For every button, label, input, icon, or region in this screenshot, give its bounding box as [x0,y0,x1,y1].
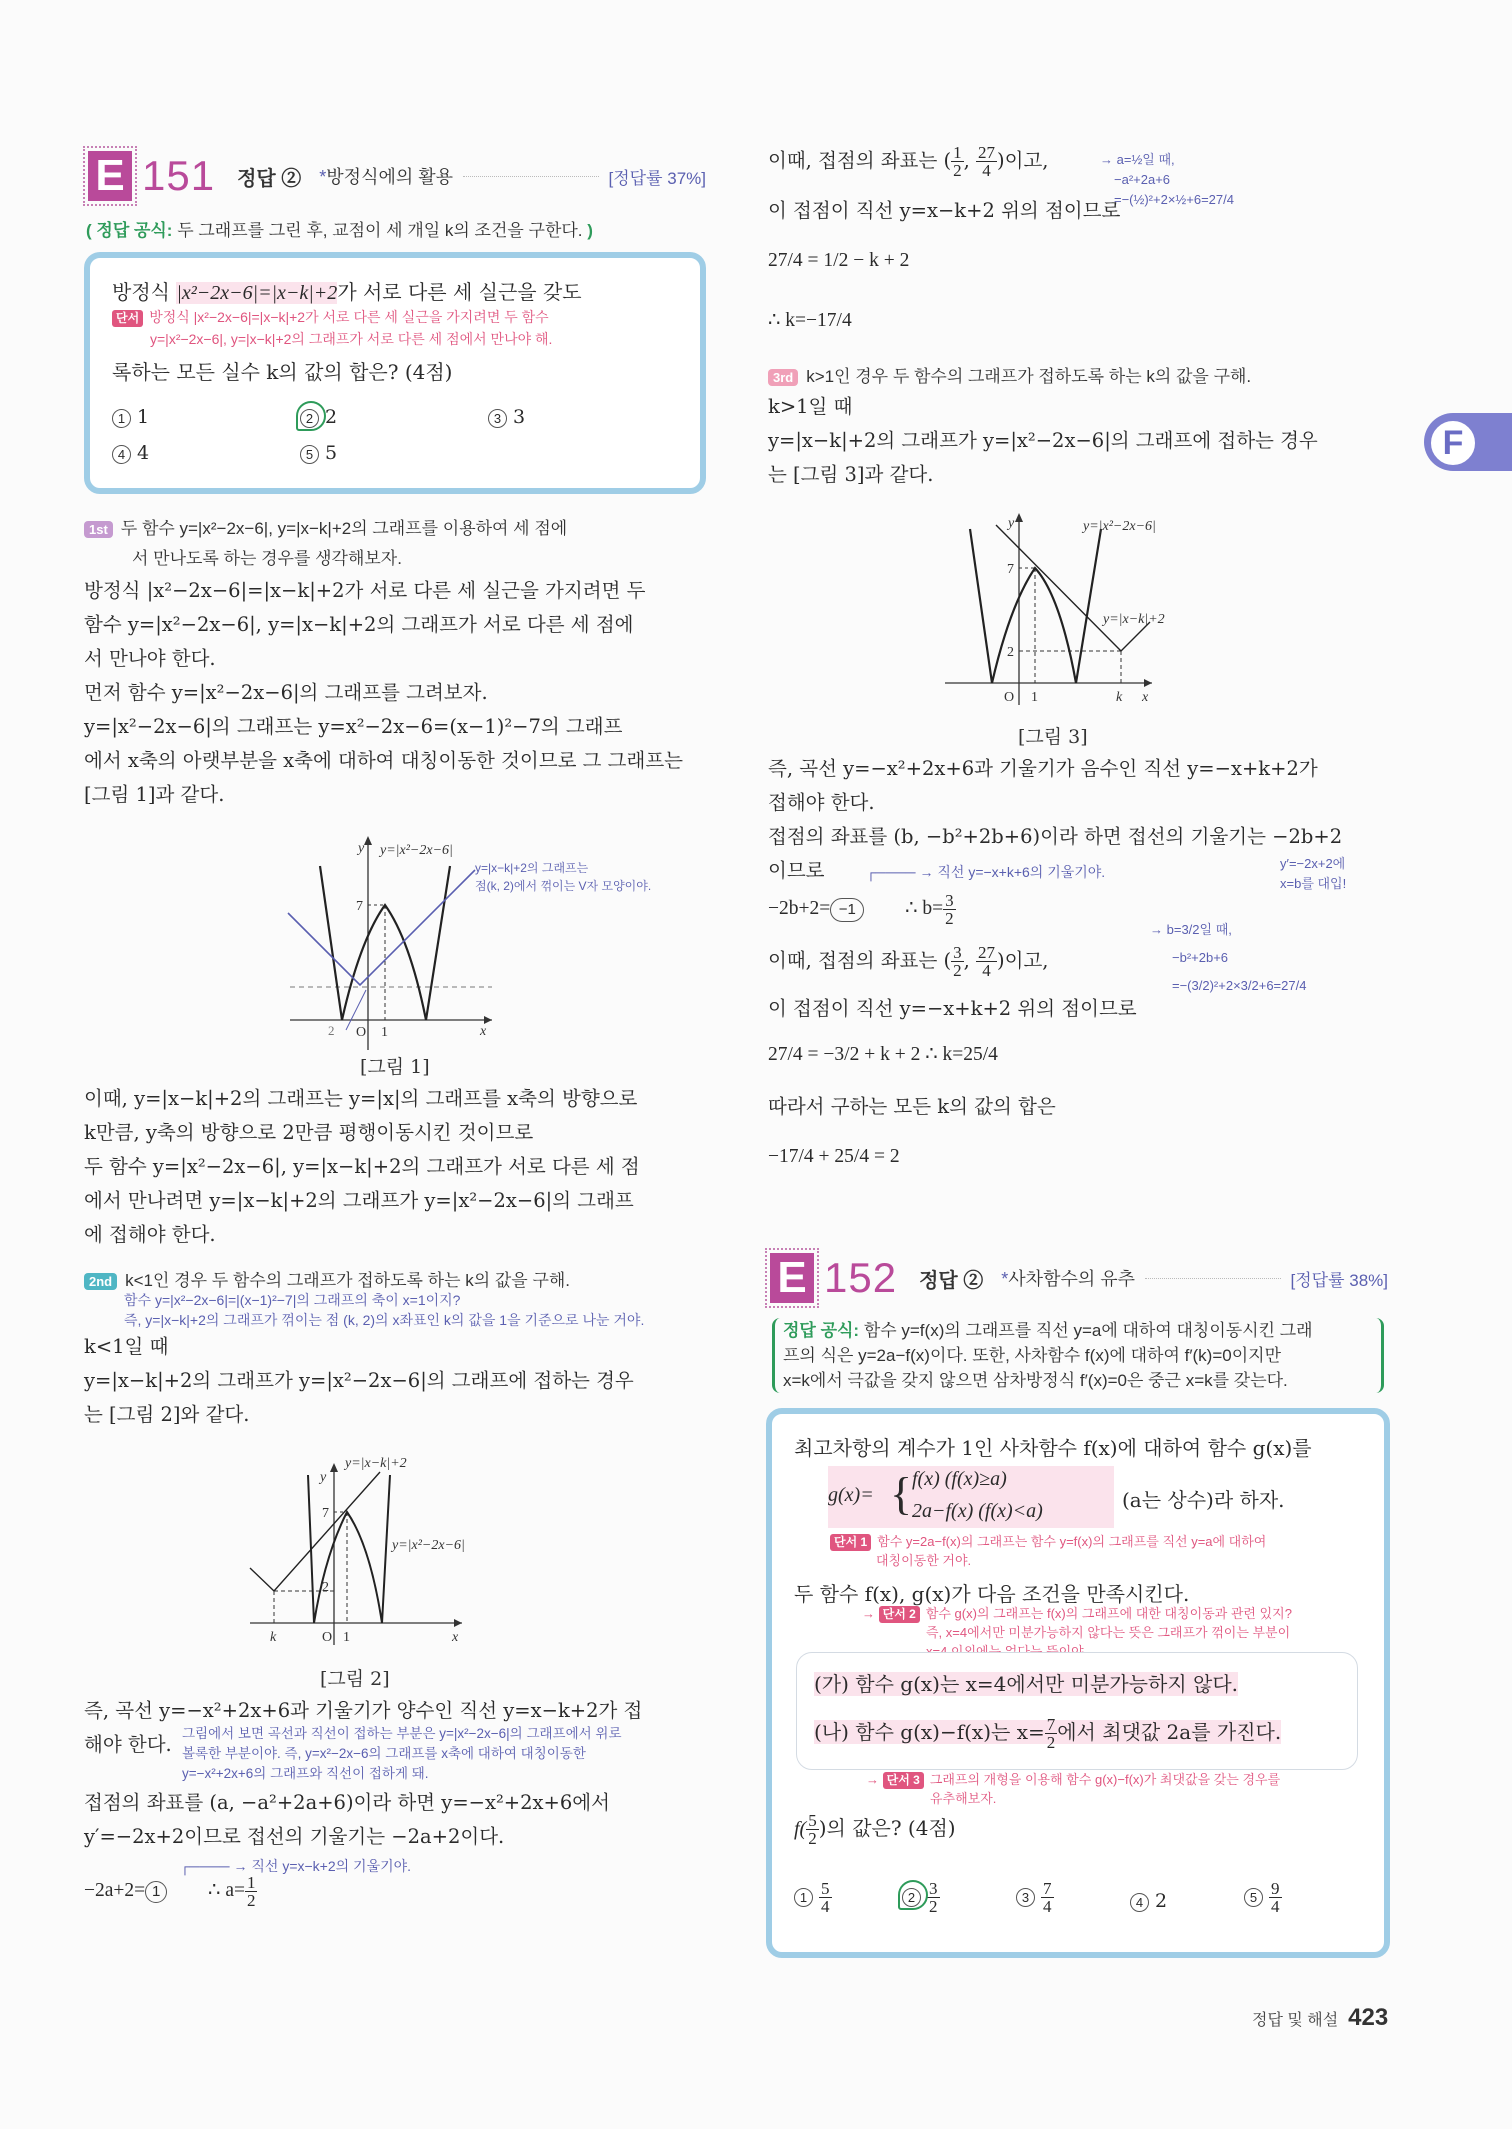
paragraph-2: 이때, y=|x−k|+2의 그래프는 y=|x|의 그래프를 x축의 방향으로 k만큼, y축의 방향으로 2만큼 평행이동시킨 것이므로 두 함수 y=|x²−2x−6|, y=|x−k|+2의 그래프가 서로 다른 세 점 에서 만나려면 y=|x−k|+2의 그래프가 y=|x²−2x−6|의 그래프 에 접해야 한다. [84,1087,640,1246]
paragraph-5: 접점의 좌표를 (a, −a²+2a+6)이라 하면 y=−x²+2x+6에서 y′=−2x+2이므로 접선의 기울기는 −2a+2이다. [84,1791,610,1848]
svg-text:x: x [452,1630,459,1645]
svg-text:7: 7 [322,1506,329,1521]
equation-r4: ∴ k=−17/4 [768,310,852,331]
svg-text:y: y [358,841,365,856]
svg-text:y: y [1008,516,1015,531]
paragraph-3: k<1일 때 y=|x−k|+2의 그래프가 y=|x²−2x−6|의 그래프에 접하는 경우 는 [그림 2]와 같다. [84,1335,634,1426]
q152-line-1: 최고차항의 계수가 1인 사차함수 f(x)에 대하여 함수 g(x)를 [794,1436,1312,1460]
paragraph-7: 즉, 곡선 y=−x²+2x+6과 기울기가 음수인 직선 y=−x+k+2가 접해야 한다. 접점의 좌표를 (b, −b²+2b+6)이라 하면 접선의 기울기는 −2b+2 이므로 [768,757,1343,882]
tangent-point-a-note: → a=½일 때, −a²+2a+6 =−(½)²+2×½+6=27/4 [1100,152,1234,207]
q152-ask: f( $\frac{5}{2}$ )의 값은? (4점) [794,1811,956,1848]
choice-5[interactable]: 5 $\frac{9}{4}$ [1244,1880,1282,1915]
paragraph-r8: 따라서 구하는 모든 k의 값의 합은 [768,1095,1056,1118]
equation-r3: 27/4 = 1/2 − k + 2 [768,250,910,271]
condition-a: (가) 함수 g(x)는 x=4에서만 미분가능하지 않다. [814,1672,1238,1696]
step-1: 1st 두 함수 y=|x²−2x−6|, y=|x−k|+2의 그래프를 이용하여 세 점에 [84,514,567,539]
svg-text:y: y [320,1470,327,1485]
correct-rate: [정답률 38%] [1290,1270,1388,1290]
selected-answer-mark [898,1880,928,1910]
figure-3-graph [940,505,1240,705]
svg-text:O: O [1004,690,1015,705]
svg-text:2: 2 [322,1580,329,1595]
hint-1: 단서 1 함수 y=2a−f(x)의 그래프는 함수 y=f(x)의 그래프를 직선 y=a에 대하여 대칭이동한 거야. [830,1532,1266,1570]
choice-4[interactable]: 4 4 [112,442,149,464]
svg-text:7: 7 [1007,562,1014,577]
page-number: 423 [1348,2004,1389,2031]
section-badge: E [770,1253,814,1303]
paragraph-7-note: y′=−2x+2에 x=b를 대입! [1280,856,1347,891]
g-definition-tail: (a는 상수)라 하자. [1122,1488,1285,1512]
svg-text:y=|x²−2x−6|: y=|x²−2x−6| [1083,519,1156,534]
topic: *사차함수의 유추 [1001,1269,1136,1289]
slope-note-a: ┌──── → 직선 y=x−k+2의 기울기야. [180,1858,412,1874]
problem-number: 152 [824,1254,898,1301]
svg-text:y=|x−k|+2의 그래프는: y=|x−k|+2의 그래프는 [475,861,589,875]
problem-number: 151 [142,152,216,199]
paragraph-4-note: 그림에서 보면 곡선과 직선이 접하는 부분은 y=|x²−2x−6|의 그래프에서 위로 볼록한 부분이야. 즉, y=x²−2x−6의 그래프를 x축에 대하여 대칭이동한 y=−x²+2x+6의 그래프와 직선이 접하게 돼. [182,1726,622,1781]
correct-rate: [정답률 37%] [608,168,706,188]
q152-line-2: 두 함수 f(x), g(x)가 다음 조건을 만족시킨다. [794,1582,1190,1606]
svg-text:점(k, 2)에서 꺾이는 V자 모양이야.: 점(k, 2)에서 꺾이는 V자 모양이야. [475,879,652,893]
svg-text:2: 2 [1007,645,1014,660]
hint-2: → 단서 2 함수 g(x)의 그래프는 f(x)의 그래프에 대한 대칭이동과 관련 있지? 즉, x=4에서만 미분가능하지 않다는 뜻은 그래프가 꺾이는 부분이 [862,1606,1292,1640]
question-line-2: 록하는 모든 실수 k의 값의 합은? (4점) [112,360,453,384]
hint-3: → 단서 3 그래프의 개형을 이용해 함수 g(x)−f(x)가 최댓값을 갖는 경우를 유추해보자. [866,1772,1281,1806]
paragraph-r6: 이 접점이 직선 y=−x+k+2 위의 점이므로 [768,997,1137,1020]
tangent-point-a: 이때, 접점의 좌표는 ( $\frac{1}{2}$ , $\frac{27}{4}$ )이고, [768,143,1049,180]
g-definition: g(x)= { f(x) (f(x)≥a) 2a−f(x) (f(x)<a) [828,1466,1114,1528]
choice-3[interactable]: 3 $\frac{7}{4}$ [1016,1880,1054,1915]
tangent-point-b-note: → b=3/2일 때, −b²+2b+6 =−(3/2)²+2×3/2+6=27/4 [1150,922,1307,993]
svg-text:O: O [322,1630,333,1645]
step-2-note: 함수 y=|x²−2x−6|=|(x−1)²−7|의 그래프의 축이 x=1이지? 즉, y=|x−k|+2의 그래프가 꺾이는 점 (k, 2)의 x좌표인 k의 값을 1을 기준으로 나눈 거야. [124,1292,645,1328]
answer-label: 정답 ② [919,1269,984,1292]
hint-151: 단서 방정식 |x²−2x−6|=|x−k|+2가 서로 다른 세 실근을 가지려면 두 함수 y=|x²−2x−6|, y=|x−k|+2의 그래프가 서로 다른 세 점에서 만나야 해. [112,306,552,350]
step-3: 3rd k>1인 경우 두 함수의 그래프가 접하도록 하는 k의 값을 구해. [768,362,1251,387]
equation-r7: 27/4 = −3/2 + k + 2 ∴ k=25/4 [768,1044,998,1065]
chapter-tab-letter: F [1428,418,1478,468]
page-footer: 정답 및 해설 423 [1252,2004,1389,2031]
section-badge: E [88,151,132,201]
figure-2-graph [230,1445,570,1645]
svg-text:1: 1 [1031,690,1038,705]
answer-label: 정답 ② [237,167,302,190]
svg-text:y=|x²−2x−6|: y=|x²−2x−6| [380,843,453,858]
svg-text:y=|x²−2x−6|: y=|x²−2x−6| [392,1538,465,1553]
choice-4[interactable]: 4 2 [1130,1890,1167,1912]
problem-151-header [88,148,706,204]
svg-text:O: O [356,1025,367,1040]
svg-text:k: k [1116,690,1123,705]
choice-1[interactable]: 1 $\frac{5}{4}$ [794,1880,832,1915]
problem-152-header [770,1250,1388,1306]
svg-text:y=|x−k|+2: y=|x−k|+2 [1103,612,1165,627]
choice-5[interactable]: 5 5 [300,442,337,464]
slope-note-b: ┌──── → 직선 y=−x+k+6의 기울기야. [866,864,1106,880]
figure-2-caption: [그림 2] [320,1668,390,1690]
svg-text:1: 1 [343,1630,350,1645]
svg-text:x: x [1142,690,1149,705]
choice-2[interactable]: 2 2 [300,406,337,428]
equation-a: −2a+2= 1 ∴ a= $\frac{1}{2}$ [84,1873,256,1911]
svg-text:2: 2 [328,1023,335,1038]
selected-answer-mark [296,401,326,431]
topic: *방정식에의 활용 [319,167,454,187]
equation-b: −2b+2= −1 ∴ b= $\frac{3}{2}$ [768,891,954,929]
figure-1-caption: [그림 1] [360,1056,430,1078]
svg-text:7: 7 [356,899,363,914]
choice-1[interactable]: 1 1 [112,406,149,428]
formula-hint-152: 정답 공식: 함수 y=f(x)의 그래프를 직선 y=a에 대하여 대칭이동시킨 그래 프의 식은 y=2a−f(x)이다. 또한, 사차함수 f(x)에 대하여 f′(k)=0이지만 x=k에서 극값을 갖지 않으면 삼차방정식 f′(x)=0은 중근 x=k를 갖는다. [772,1318,1384,1393]
condition-b: (나) 함수 g(x)−f(x)는 x= $\frac{7}{2}$ 에서 최댓값 2a를 가진다. [814,1715,1282,1752]
paragraph-4: 즉, 곡선 y=−x²+2x+6과 기울기가 양수인 직선 y=x−k+2가 접 해야 한다. [84,1699,643,1756]
paragraph-1: 방정식 |x²−2x−6|=|x−k|+2가 서로 다른 세 실근을 가지려면 두 함수 y=|x²−2x−6|, y=|x−k|+2의 그래프가 서로 다른 세 점에 서 만나야 한다. 먼저 함수 y=|x²−2x−6|의 그래프를 그려보자. y=|x²−2x−6|의 그래프는 y=x²−2x−6=(x−1)²−7의 그래프 에서 x축의 아랫부분을 x축에 대하여 대칭이동한 것이므로 그 그래프는 [그림 1]과 같다. [84,579,684,806]
figure-3-caption: [그림 3] [1018,726,1088,748]
svg-text:y=|x−k|+2: y=|x−k|+2 [345,1456,407,1471]
paragraph-r2: 이 접점이 직선 y=x−k+2 위의 점이므로 [768,199,1121,222]
choice-2[interactable]: 2 $\frac{3}{2}$ [902,1880,940,1915]
question-line-1: 방정식 |x²−2x−6|=|x−k|+2가 서로 다른 세 실근을 갖도 [112,280,582,304]
tangent-point-b: 이때, 접점의 좌표는 ( $\frac{3}{2}$ , $\frac{27}{4}$ )이고, [768,943,1049,980]
svg-text:k: k [270,1630,277,1645]
leader-dots [463,176,599,177]
equation-final-sum: −17/4 + 25/4 = 2 [768,1146,900,1167]
step-2: 2nd k<1인 경우 두 함수의 그래프가 접하도록 하는 k의 값을 구해. [84,1266,570,1291]
step-1-cont: 서 만나도록 하는 경우를 생각해보자. [132,549,402,568]
svg-text:x: x [480,1024,487,1039]
figure-1-graph [280,830,720,1060]
svg-text:1: 1 [381,1025,388,1040]
choice-3[interactable]: 3 3 [488,406,525,428]
leader-dots [1145,1278,1281,1279]
paragraph-6: k>1일 때 y=|x−k|+2의 그래프가 y=|x²−2x−6|의 그래프에 접하는 경우 는 [그림 3]과 같다. [768,395,1318,486]
formula-hint: ( 정답 공식: 두 그래프를 그린 후, 교점이 세 개일 k의 조건을 구한다. ) [86,221,593,240]
